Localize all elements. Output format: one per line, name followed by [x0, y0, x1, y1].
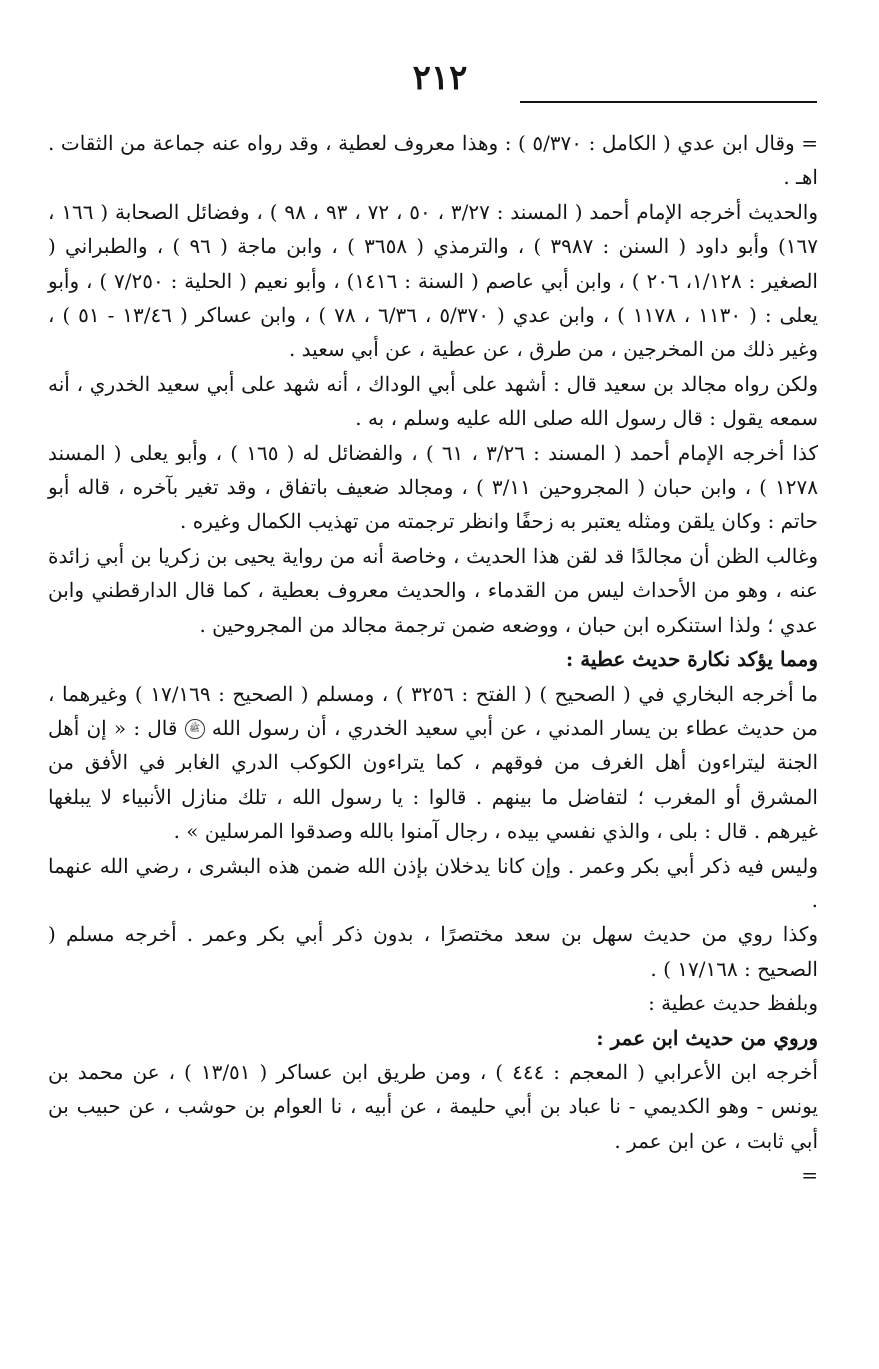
- paragraph-ibn-adi-quote: = وقال ابن عدي ( الكامل : ٥/٣٧٠ ) : وهذا معروف لعطية ، وقد رواه عنه جماعة من الثقات . اهـ .: [48, 131, 818, 190]
- page-number: ٢١٢: [412, 58, 468, 98]
- body-text: [48, 126, 818, 1193]
- bukhari-text-after: قال : « إن أهل الجنة ليتراءون أهل الغرف من فوقهم ، كما يتراءون الكوكب الدري الغابر في الأفق من المشرق أو المغرب ؛ لتفاضل ما بينهم . قالوا : يا رسول الله ، تلك منازل الأنبياء لا يبلغها غيرهم . قال : بلى ، والذي نفسي بيده ، رجال آمنوا بالله وصدقوا المرسلين » .: [48, 715, 818, 844]
- paragraph-sahl-ibn-sad: وكذا روي من حديث سهل بن سعد مختصرًا ، بدون ذكر أبي بكر وعمر . أخرجه مسلم ( الصحيح : ١٧/١٦٨ ) .: [48, 922, 818, 981]
- header-rule: [520, 101, 817, 103]
- paragraph-mujalid-narration: ولكن رواه مجالد بن سعيد قال : أشهد على أبي الوداك ، أنه شهد على أبي سعيد الخدري ، أنه سمعه يقول : قال رسول الله صلى الله عليه وسلم ، به .: [48, 371, 818, 431]
- paragraph-takhrij-ahmad: والحديث أخرجه الإمام أحمد ( المسند : ٣/٢٧ ، ٥٠ ، ٧٢ ، ٩٣ ، ٩٨ ) ، وفضائل الصحابة ( ١٦٦ ، ١٦٧) وأبو داود ( السنن : ٣٩٨٧ ) ، والترمذي ( ٣٦٥٨ ) ، وابن ماجة ( ٩٦ ) ، والطبراني ( الصغير : ١/١٢٨، ٢٠٦ ) ، وابن أبي عاصم ( السنة : ١٤١٦) ، وأبو نعيم ( الحلية : ٧/٢٥٠ ) ، وأبو يعلى : ( ١١٣٠ ، ١١٧٨ ) ، وابن عدي ( ٥/٣٧٠ ، ٦/٣٦ ، ٧٨ ) ، وابن عساكر ( ١٣/٤٦ - ٥١ ) ، وغير ذلك من المخرجين ، من طرق ، عن عطية ، عن أبي سعيد .: [48, 199, 819, 362]
- paragraph-atiyya-wording: وبلفظ حديث عطية :: [648, 991, 818, 1016]
- section-heading-ibn-umar: وروي من حديث ابن عمر :: [596, 1025, 818, 1050]
- paragraph-ibn-arabi: أخرجه ابن الأعرابي ( المعجم : ٤٤٤ ) ، ومن طريق ابن عساكر ( ١٣/٥١ ) ، عن محمد بن يونس - وهو الكديمي - نا عباد بن أبي حليمة ، عن أبيه ، نا العوام بن حوشب ، عن حبيب بن أبي ثابت ، عن ابن عمر .: [48, 1059, 818, 1153]
- paragraph-abu-bakr-umar: وليس فيه ذكر أبي بكر وعمر . وإن كانا يدخلان بإذن الله ضمن هذه البشرى ، رضي الله عنهما .: [48, 853, 818, 912]
- bukhari-text-before: ما أخرجه البخاري في ( الصحيح ) ( الفتح : ٣٢٥٦ ) ، ومسلم ( الصحيح : ١٧/١٦٩ ) وغيرهما ، من حديث عطاء بن يسار المدني ، عن أبي سعيد الخدري ، أن رسول الله: [48, 681, 818, 740]
- continuation-mark: =: [801, 1163, 818, 1188]
- salawat-honorific-icon: ﷺ: [185, 719, 205, 739]
- paragraph-talqin: وغالب الظن أن مجالدًا قد لقن هذا الحديث ، وخاصة أنه من رواية يحيى بن زكريا بن أبي زائدة عنه ، وهو من الأحداث ليس من القدماء ، والحديث معروف بعطية ، كما قال الدارقطني وابن عدي ؛ ولذا استنكره ابن حبان ، ووضعه ضمن ترجمة مجالد من المجروحين .: [48, 543, 818, 637]
- section-heading-nakara: ومما يؤكد نكارة حديث عطية :: [565, 647, 818, 672]
- paragraph-bukhari-hadith: [48, 677, 818, 849]
- paragraph-mujalid-takhrij: كذا أخرجه الإمام أحمد ( المسند : ٣/٢٦ ، ٦١ ) ، والفضائل له ( ١٦٥ ) ، وأبو يعلى ( المسند ١٢٧٨ ) ، وابن حبان ( المجروحين ٣/١١ ) ، ومجالد ضعيف باتفاق ، وقد تغير بآخره ، قاله أبو حاتم : وكان يلقن ومثله يعتبر به زحفًا وانظر ترجمته من تهذيب الكمال وغيره .: [48, 440, 818, 534]
